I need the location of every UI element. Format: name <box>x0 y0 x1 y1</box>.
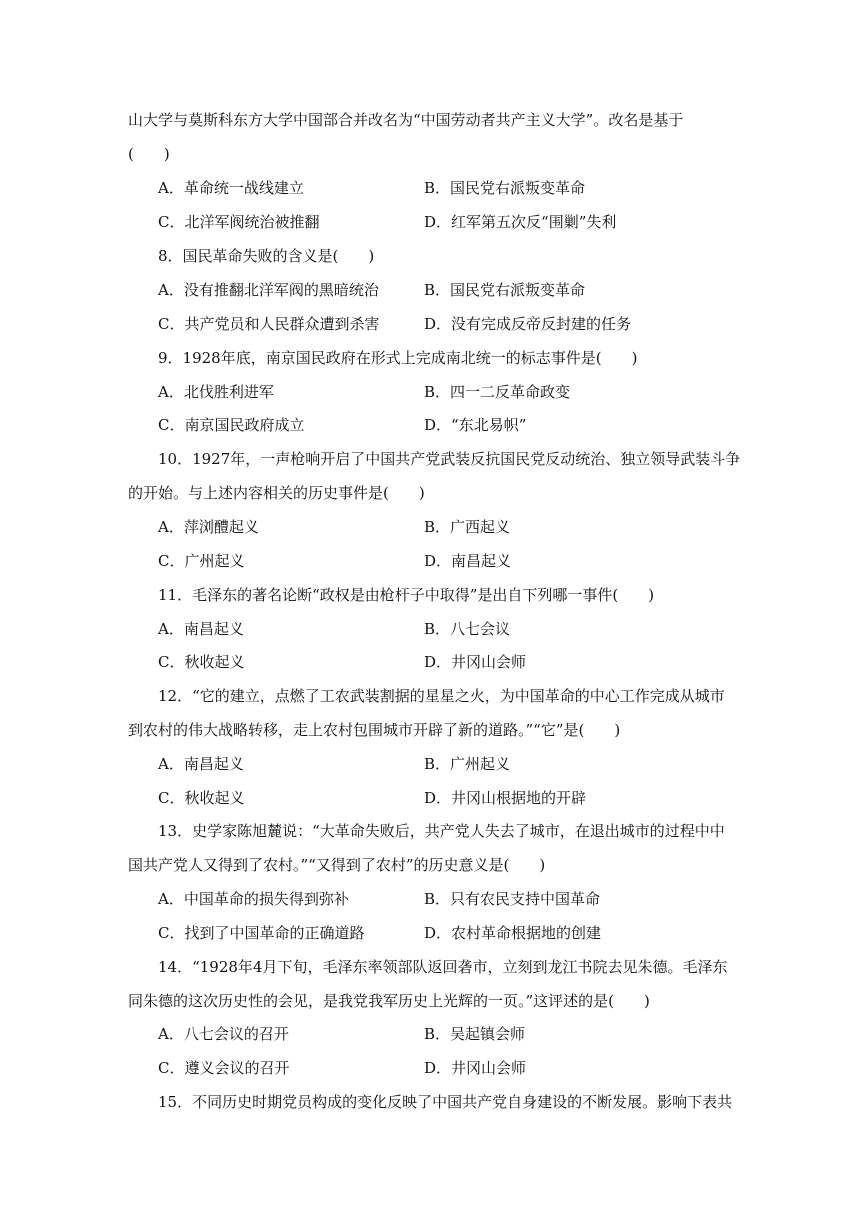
q12-option-d: D．井冈山根据地的开辟 <box>424 789 587 807</box>
q7-option-d: D．红军第五次反“围剿”失利 <box>424 213 617 231</box>
q10-option-b: B．广西起义 <box>424 518 511 536</box>
q10-option-a: A．萍浏醴起义 <box>158 518 259 536</box>
q7-option-b: B．国民党右派叛变革命 <box>424 179 586 197</box>
q7-option-a: A．革命统一战线建立 <box>158 179 304 197</box>
q14-stem: 14．“1928年4月下旬，毛泽东率领部队返回砻市，立刻到龙江书院去见朱德。毛泽东 <box>158 958 728 976</box>
q9-stem: 9．1928年底，南京国民政府在形式上完成南北统一的标志事件是( ) <box>158 349 638 367</box>
q8-option-b: B．国民党右派叛变革命 <box>424 281 586 299</box>
q11-option-c: C．秋收起义 <box>158 653 245 671</box>
q13-option-d: D．农村革命根据地的创建 <box>424 924 602 942</box>
q11-option-a: A．南昌起义 <box>158 620 244 638</box>
q7-stem-continued: 山大学与莫斯科东方大学中国部合并改名为“中国劳动者共产主义大学”。改名是基于 <box>128 111 684 129</box>
q12-option-b: B．广州起义 <box>424 755 511 773</box>
q14-option-a: A．八七会议的召开 <box>158 1025 289 1043</box>
q13-stem: 13．史学家陈旭麓说：“大革命失败后，共产党人失去了城市，在退出城市的过程中中 <box>158 822 725 840</box>
q7-answer-blank: ( ) <box>128 145 170 163</box>
q7-option-c: C．北洋军阀统治被推翻 <box>158 213 320 231</box>
q9-option-c: C．南京国民政府成立 <box>158 416 305 434</box>
q8-option-c: C．共产党员和人民群众遭到杀害 <box>158 315 380 333</box>
q13-option-a: A．中国革命的损失得到弥补 <box>158 890 349 908</box>
q10-option-c: C．广州起义 <box>158 552 245 570</box>
q9-option-b: B．四一二反革命政变 <box>424 383 571 401</box>
q8-option-a: A．没有推翻北洋军阀的黑暗统治 <box>158 281 379 299</box>
q10-stem: 10．1927年，一声枪响开启了中国共产党武装反抗国民党反动统治、独立领导武装斗争 <box>158 450 741 468</box>
q9-option-d: D．“东北易帜” <box>424 416 527 434</box>
q14-option-c: C．遵义会议的召开 <box>158 1059 290 1077</box>
q8-option-d: D．没有完成反帝反封建的任务 <box>424 315 632 333</box>
q10-option-d: D．南昌起义 <box>424 552 512 570</box>
q12-option-c: C．秋收起义 <box>158 789 245 807</box>
q10-stem-continued: 的开始。与上述内容相关的历史事件是( ) <box>128 484 425 502</box>
q11-option-d: D．井冈山会师 <box>424 653 527 671</box>
q13-option-c: C．找到了中国革命的正确道路 <box>158 924 365 942</box>
q9-option-a: A．北伐胜利进军 <box>158 383 274 401</box>
q15-stem: 15．不同历史时期党员构成的变化反映了中国共产党自身建设的不断发展。影响下表共 <box>158 1093 733 1111</box>
q12-stem-continued: 到农村的伟大战略转移，走上农村包围城市开辟了新的道路。”“它”是( ) <box>128 721 621 739</box>
q13-stem-continued: 国共产党人又得到了农村。”“又得到了农村”的历史意义是( ) <box>128 856 546 874</box>
q13-option-b: B．只有农民支持中国革命 <box>424 890 601 908</box>
q14-option-b: B．吴起镇会师 <box>424 1025 526 1043</box>
q11-stem: 11．毛泽东的著名论断“政权是由枪杆子中取得”是出自下列哪一事件( ) <box>158 586 655 604</box>
q14-stem-continued: 同朱德的这次历史性的会见，是我党我军历史上光辉的一页。”这评述的是( ) <box>128 992 650 1010</box>
q8-stem: 8．国民革命失败的含义是( ) <box>158 247 375 265</box>
q12-stem: 12．“它的建立，点燃了工农武装割据的星星之火，为中国革命的中心工作完成从城市 <box>158 687 725 705</box>
q12-option-a: A．南昌起义 <box>158 755 244 773</box>
q11-option-b: B．八七会议 <box>424 620 511 638</box>
q14-option-d: D．井冈山会师 <box>424 1059 527 1077</box>
